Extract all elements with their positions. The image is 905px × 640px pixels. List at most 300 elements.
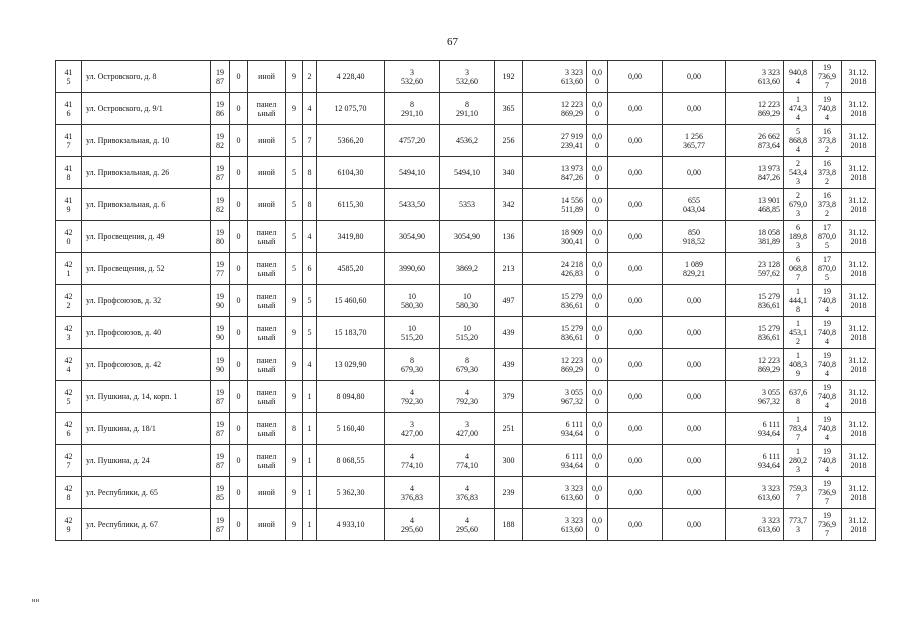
page-number: 67 bbox=[447, 36, 458, 48]
cell-total: 3 323 613,60 bbox=[726, 61, 784, 93]
cell-address: ул. Пушкина, д. 24 bbox=[82, 445, 211, 477]
cell-living-area: 3 532,60 bbox=[385, 61, 440, 93]
cell-deadline-date: 31.12. 2018 bbox=[842, 221, 876, 253]
cell-deadline-date: 31.12. 2018 bbox=[842, 445, 876, 477]
cell-value-r2: 0,00 bbox=[608, 157, 663, 189]
cell-unit-cost: 1 783,4 7 bbox=[784, 413, 813, 445]
cell-value-r3: 0,00 bbox=[663, 413, 726, 445]
cell-value-r2: 0,00 bbox=[608, 253, 663, 285]
cell-address: ул. Пушкина, д. 18/1 bbox=[82, 413, 211, 445]
cell-value-r1: 0,0 0 bbox=[587, 93, 608, 125]
cell-floors: 8 bbox=[286, 413, 303, 445]
cell-total: 15 279 836,61 bbox=[726, 285, 784, 317]
cell-total-area: 8 068,55 bbox=[317, 445, 385, 477]
cell-zero-cell: 0 bbox=[230, 61, 248, 93]
table-row bbox=[56, 157, 876, 189]
cell-living-area: 10 580,30 bbox=[385, 285, 440, 317]
cell-value-r3: 850 918,52 bbox=[663, 221, 726, 253]
cell-value-r3: 0,00 bbox=[663, 317, 726, 349]
cell-deadline-date: 31.12. 2018 bbox=[842, 317, 876, 349]
cell-zero-cell: 0 bbox=[230, 445, 248, 477]
cell-unit-cost: 5 868,8 4 bbox=[784, 125, 813, 157]
cell-residential-area: 3869,2 bbox=[440, 253, 495, 285]
footer-mark: нн bbox=[32, 598, 40, 604]
cell-total: 3 055 967,32 bbox=[726, 381, 784, 413]
cell-address: ул. Привокзальная, д. 6 bbox=[82, 189, 211, 221]
table-row bbox=[56, 317, 876, 349]
cell-sum: 13 973 847,26 bbox=[523, 157, 587, 189]
cell-entrances: 1 bbox=[303, 445, 317, 477]
cell-deadline-date: 31.12. 2018 bbox=[842, 413, 876, 445]
cell-total-area: 4585,20 bbox=[317, 253, 385, 285]
cell-total: 13 973 847,26 bbox=[726, 157, 784, 189]
cell-wall-type: иной bbox=[248, 477, 286, 509]
cell-value-r3: 0,00 bbox=[663, 509, 726, 541]
cell-sum: 12 223 869,29 bbox=[523, 349, 587, 381]
cell-row-number: 42 7 bbox=[56, 445, 82, 477]
table-row bbox=[56, 477, 876, 509]
cell-total-area: 15 460,60 bbox=[317, 285, 385, 317]
cell-residential-area: 10 580,30 bbox=[440, 285, 495, 317]
cell-value-r3: 0,00 bbox=[663, 477, 726, 509]
cell-floors: 5 bbox=[286, 189, 303, 221]
cell-deadline-date: 31.12. 2018 bbox=[842, 61, 876, 93]
cell-entrances: 4 bbox=[303, 349, 317, 381]
cell-living-area: 4 792,30 bbox=[385, 381, 440, 413]
cell-row-number: 42 1 bbox=[56, 253, 82, 285]
cell-zero-cell: 0 bbox=[230, 317, 248, 349]
cell-unit-limit: 19 740,8 4 bbox=[813, 445, 842, 477]
cell-sum: 14 556 511,89 bbox=[523, 189, 587, 221]
cell-unit-cost: 773,7 3 bbox=[784, 509, 813, 541]
cell-residential-area: 4 792,30 bbox=[440, 381, 495, 413]
cell-deadline-date: 31.12. 2018 bbox=[842, 189, 876, 221]
cell-floors: 9 bbox=[286, 445, 303, 477]
cell-value-r3: 1 256 365,77 bbox=[663, 125, 726, 157]
table-row bbox=[56, 413, 876, 445]
cell-zero-cell: 0 bbox=[230, 189, 248, 221]
table-row bbox=[56, 253, 876, 285]
cell-unit-cost: 2 679,0 3 bbox=[784, 189, 813, 221]
cell-value-r1: 0,0 0 bbox=[587, 477, 608, 509]
cell-value-r2: 0,00 bbox=[608, 317, 663, 349]
cell-address: ул. Профсоюзов, д. 42 bbox=[82, 349, 211, 381]
table-row bbox=[56, 381, 876, 413]
cell-residents: 256 bbox=[495, 125, 523, 157]
cell-unit-cost: 1 474,3 4 bbox=[784, 93, 813, 125]
cell-address: ул. Профсоюзов, д. 40 bbox=[82, 317, 211, 349]
cell-value-r1: 0,0 0 bbox=[587, 317, 608, 349]
cell-residential-area: 5353 bbox=[440, 189, 495, 221]
cell-floors: 5 bbox=[286, 125, 303, 157]
cell-living-area: 5433,50 bbox=[385, 189, 440, 221]
cell-total-area: 4 933,10 bbox=[317, 509, 385, 541]
cell-row-number: 41 6 bbox=[56, 93, 82, 125]
cell-value-r1: 0,0 0 bbox=[587, 157, 608, 189]
table-row bbox=[56, 285, 876, 317]
cell-address: ул. Привокзальная, д. 26 bbox=[82, 157, 211, 189]
cell-living-area: 5494,10 bbox=[385, 157, 440, 189]
cell-build-year: 19 90 bbox=[211, 317, 230, 349]
cell-entrances: 7 bbox=[303, 125, 317, 157]
cell-value-r2: 0,00 bbox=[608, 349, 663, 381]
cell-unit-limit: 19 736,9 7 bbox=[813, 477, 842, 509]
cell-total-area: 5366,20 bbox=[317, 125, 385, 157]
cell-deadline-date: 31.12. 2018 bbox=[842, 125, 876, 157]
cell-wall-type: панел ьный bbox=[248, 253, 286, 285]
cell-deadline-date: 31.12. 2018 bbox=[842, 477, 876, 509]
cell-row-number: 42 3 bbox=[56, 317, 82, 349]
cell-floors: 9 bbox=[286, 285, 303, 317]
cell-build-year: 19 82 bbox=[211, 125, 230, 157]
cell-residential-area: 4536,2 bbox=[440, 125, 495, 157]
cell-row-number: 41 9 bbox=[56, 189, 82, 221]
cell-zero-cell: 0 bbox=[230, 413, 248, 445]
cell-entrances: 6 bbox=[303, 253, 317, 285]
cell-deadline-date: 31.12. 2018 bbox=[842, 253, 876, 285]
cell-value-r2: 0,00 bbox=[608, 93, 663, 125]
cell-entrances: 2 bbox=[303, 61, 317, 93]
cell-wall-type: панел ьный bbox=[248, 93, 286, 125]
cell-unit-limit: 16 373,8 2 bbox=[813, 125, 842, 157]
cell-value-r3: 0,00 bbox=[663, 285, 726, 317]
cell-unit-limit: 19 736,9 7 bbox=[813, 61, 842, 93]
cell-wall-type: иной bbox=[248, 189, 286, 221]
cell-unit-cost: 2 543,4 3 bbox=[784, 157, 813, 189]
cell-value-r1: 0,0 0 bbox=[587, 253, 608, 285]
cell-residential-area: 5494,10 bbox=[440, 157, 495, 189]
cell-unit-limit: 19 740,8 4 bbox=[813, 381, 842, 413]
cell-living-area: 3054,90 bbox=[385, 221, 440, 253]
cell-build-year: 19 86 bbox=[211, 93, 230, 125]
table-row bbox=[56, 189, 876, 221]
cell-total-area: 6115,30 bbox=[317, 189, 385, 221]
cell-value-r1: 0,0 0 bbox=[587, 221, 608, 253]
cell-build-year: 19 77 bbox=[211, 253, 230, 285]
cell-unit-cost: 6 068,8 7 bbox=[784, 253, 813, 285]
cell-deadline-date: 31.12. 2018 bbox=[842, 349, 876, 381]
cell-living-area: 3990,60 bbox=[385, 253, 440, 285]
cell-value-r2: 0,00 bbox=[608, 189, 663, 221]
cell-total-area: 5 362,30 bbox=[317, 477, 385, 509]
cell-value-r3: 0,00 bbox=[663, 381, 726, 413]
cell-value-r3: 0,00 bbox=[663, 93, 726, 125]
cell-residential-area: 4 376,83 bbox=[440, 477, 495, 509]
cell-sum: 3 323 613,60 bbox=[523, 61, 587, 93]
cell-living-area: 4 295,60 bbox=[385, 509, 440, 541]
cell-total: 3 323 613,60 bbox=[726, 477, 784, 509]
cell-zero-cell: 0 bbox=[230, 253, 248, 285]
cell-address: ул. Республики, д. 67 bbox=[82, 509, 211, 541]
cell-value-r3: 0,00 bbox=[663, 157, 726, 189]
cell-residential-area: 3 532,60 bbox=[440, 61, 495, 93]
cell-total: 6 111 934,64 bbox=[726, 445, 784, 477]
cell-build-year: 19 87 bbox=[211, 413, 230, 445]
cell-deadline-date: 31.12. 2018 bbox=[842, 93, 876, 125]
cell-sum: 18 909 300,41 bbox=[523, 221, 587, 253]
cell-sum: 6 111 934,64 bbox=[523, 445, 587, 477]
cell-living-area: 10 515,20 bbox=[385, 317, 440, 349]
cell-unit-limit: 19 740,8 4 bbox=[813, 285, 842, 317]
cell-zero-cell: 0 bbox=[230, 285, 248, 317]
cell-living-area: 3 427,00 bbox=[385, 413, 440, 445]
cell-build-year: 19 87 bbox=[211, 381, 230, 413]
cell-value-r3: 655 043,04 bbox=[663, 189, 726, 221]
cell-floors: 9 bbox=[286, 477, 303, 509]
cell-sum: 15 279 836,61 bbox=[523, 317, 587, 349]
cell-value-r2: 0,00 bbox=[608, 445, 663, 477]
cell-value-r1: 0,0 0 bbox=[587, 61, 608, 93]
cell-living-area: 4 774,10 bbox=[385, 445, 440, 477]
cell-value-r3: 0,00 bbox=[663, 349, 726, 381]
cell-build-year: 19 82 bbox=[211, 189, 230, 221]
cell-unit-limit: 16 373,8 2 bbox=[813, 189, 842, 221]
cell-build-year: 19 85 bbox=[211, 477, 230, 509]
cell-row-number: 42 6 bbox=[56, 413, 82, 445]
cell-unit-limit: 19 740,8 4 bbox=[813, 93, 842, 125]
cell-residential-area: 3054,90 bbox=[440, 221, 495, 253]
cell-zero-cell: 0 bbox=[230, 349, 248, 381]
cell-value-r1: 0,0 0 bbox=[587, 413, 608, 445]
cell-entrances: 8 bbox=[303, 157, 317, 189]
cell-residents: 497 bbox=[495, 285, 523, 317]
cell-total: 15 279 836,61 bbox=[726, 317, 784, 349]
cell-value-r1: 0,0 0 bbox=[587, 381, 608, 413]
cell-build-year: 19 87 bbox=[211, 61, 230, 93]
cell-unit-limit: 16 373,8 2 bbox=[813, 157, 842, 189]
cell-residents: 379 bbox=[495, 381, 523, 413]
cell-row-number: 41 5 bbox=[56, 61, 82, 93]
table-row bbox=[56, 221, 876, 253]
cell-total-area: 15 183,70 bbox=[317, 317, 385, 349]
cell-residents: 439 bbox=[495, 349, 523, 381]
cell-sum: 3 323 613,60 bbox=[523, 477, 587, 509]
cell-value-r2: 0,00 bbox=[608, 221, 663, 253]
cell-total: 26 662 873,64 bbox=[726, 125, 784, 157]
cell-row-number: 42 4 bbox=[56, 349, 82, 381]
cell-zero-cell: 0 bbox=[230, 509, 248, 541]
cell-value-r1: 0,0 0 bbox=[587, 189, 608, 221]
cell-living-area: 8 291,10 bbox=[385, 93, 440, 125]
cell-wall-type: иной bbox=[248, 125, 286, 157]
cell-build-year: 19 87 bbox=[211, 509, 230, 541]
cell-value-r2: 0,00 bbox=[608, 285, 663, 317]
cell-unit-cost: 1 280,2 3 bbox=[784, 445, 813, 477]
cell-total: 3 323 613,60 bbox=[726, 509, 784, 541]
cell-total-area: 4 228,40 bbox=[317, 61, 385, 93]
cell-wall-type: иной bbox=[248, 61, 286, 93]
cell-sum: 3 055 967,32 bbox=[523, 381, 587, 413]
cell-value-r1: 0,0 0 bbox=[587, 125, 608, 157]
cell-sum: 24 218 426,83 bbox=[523, 253, 587, 285]
cell-unit-limit: 19 736,9 7 bbox=[813, 509, 842, 541]
cell-value-r3: 0,00 bbox=[663, 445, 726, 477]
cell-value-r3: 1 089 829,21 bbox=[663, 253, 726, 285]
cell-residents: 239 bbox=[495, 477, 523, 509]
cell-deadline-date: 31.12. 2018 bbox=[842, 157, 876, 189]
cell-wall-type: панел ьный bbox=[248, 221, 286, 253]
cell-entrances: 1 bbox=[303, 413, 317, 445]
cell-total-area: 5 160,40 bbox=[317, 413, 385, 445]
cell-total: 13 901 468,85 bbox=[726, 189, 784, 221]
cell-value-r3: 0,00 bbox=[663, 61, 726, 93]
table-row bbox=[56, 61, 876, 93]
cell-entrances: 1 bbox=[303, 477, 317, 509]
cell-residents: 439 bbox=[495, 317, 523, 349]
cell-row-number: 42 8 bbox=[56, 477, 82, 509]
cell-total: 12 223 869,29 bbox=[726, 349, 784, 381]
housing-table bbox=[55, 60, 876, 541]
cell-address: ул. Островского, д. 9/1 bbox=[82, 93, 211, 125]
cell-row-number: 42 9 bbox=[56, 509, 82, 541]
table-row bbox=[56, 349, 876, 381]
cell-value-r1: 0,0 0 bbox=[587, 445, 608, 477]
cell-zero-cell: 0 bbox=[230, 477, 248, 509]
cell-unit-cost: 940,8 4 bbox=[784, 61, 813, 93]
cell-deadline-date: 31.12. 2018 bbox=[842, 509, 876, 541]
cell-residents: 188 bbox=[495, 509, 523, 541]
cell-residents: 342 bbox=[495, 189, 523, 221]
cell-value-r2: 0,00 bbox=[608, 477, 663, 509]
cell-total: 23 128 597,62 bbox=[726, 253, 784, 285]
cell-entrances: 4 bbox=[303, 93, 317, 125]
cell-wall-type: панел ьный bbox=[248, 381, 286, 413]
cell-unit-cost: 759,3 7 bbox=[784, 477, 813, 509]
cell-unit-limit: 19 740,8 4 bbox=[813, 317, 842, 349]
cell-residents: 365 bbox=[495, 93, 523, 125]
cell-entrances: 5 bbox=[303, 317, 317, 349]
cell-residents: 213 bbox=[495, 253, 523, 285]
cell-value-r2: 0,00 bbox=[608, 125, 663, 157]
cell-zero-cell: 0 bbox=[230, 221, 248, 253]
cell-deadline-date: 31.12. 2018 bbox=[842, 285, 876, 317]
cell-address: ул. Островского, д. 8 bbox=[82, 61, 211, 93]
cell-living-area: 4 376,83 bbox=[385, 477, 440, 509]
cell-unit-cost: 1 453,1 2 bbox=[784, 317, 813, 349]
cell-wall-type: иной bbox=[248, 509, 286, 541]
cell-floors: 5 bbox=[286, 253, 303, 285]
cell-total: 18 058 381,89 bbox=[726, 221, 784, 253]
cell-wall-type: иной bbox=[248, 157, 286, 189]
cell-row-number: 42 0 bbox=[56, 221, 82, 253]
cell-address: ул. Привокзальная, д. 10 bbox=[82, 125, 211, 157]
cell-residential-area: 4 295,60 bbox=[440, 509, 495, 541]
cell-build-year: 19 87 bbox=[211, 157, 230, 189]
cell-total-area: 13 029,90 bbox=[317, 349, 385, 381]
cell-residential-area: 8 291,10 bbox=[440, 93, 495, 125]
cell-sum: 15 279 836,61 bbox=[523, 285, 587, 317]
cell-sum: 6 111 934,64 bbox=[523, 413, 587, 445]
table-body bbox=[56, 61, 876, 541]
cell-row-number: 41 8 bbox=[56, 157, 82, 189]
cell-total-area: 6104,30 bbox=[317, 157, 385, 189]
cell-value-r1: 0,0 0 bbox=[587, 349, 608, 381]
cell-value-r2: 0,00 bbox=[608, 413, 663, 445]
cell-residential-area: 4 774,10 bbox=[440, 445, 495, 477]
table-row bbox=[56, 509, 876, 541]
cell-sum: 3 323 613,60 bbox=[523, 509, 587, 541]
cell-floors: 9 bbox=[286, 509, 303, 541]
cell-sum: 27 919 239,41 bbox=[523, 125, 587, 157]
cell-total-area: 8 094,80 bbox=[317, 381, 385, 413]
cell-unit-cost: 637,6 8 bbox=[784, 381, 813, 413]
cell-residential-area: 3 427,00 bbox=[440, 413, 495, 445]
cell-floors: 5 bbox=[286, 157, 303, 189]
cell-entrances: 1 bbox=[303, 509, 317, 541]
cell-entrances: 5 bbox=[303, 285, 317, 317]
cell-unit-limit: 19 740,8 4 bbox=[813, 413, 842, 445]
cell-unit-cost: 1 444,1 8 bbox=[784, 285, 813, 317]
cell-address: ул. Республики, д. 65 bbox=[82, 477, 211, 509]
cell-address: ул. Просвещения, д. 52 bbox=[82, 253, 211, 285]
cell-total-area: 3419,80 bbox=[317, 221, 385, 253]
cell-residential-area: 10 515,20 bbox=[440, 317, 495, 349]
cell-wall-type: панел ьный bbox=[248, 445, 286, 477]
cell-sum: 12 223 869,29 bbox=[523, 93, 587, 125]
cell-unit-limit: 17 870,0 5 bbox=[813, 221, 842, 253]
cell-floors: 9 bbox=[286, 381, 303, 413]
cell-total: 12 223 869,29 bbox=[726, 93, 784, 125]
cell-value-r2: 0,00 bbox=[608, 381, 663, 413]
cell-build-year: 19 90 bbox=[211, 285, 230, 317]
cell-floors: 9 bbox=[286, 93, 303, 125]
cell-build-year: 19 87 bbox=[211, 445, 230, 477]
cell-row-number: 41 7 bbox=[56, 125, 82, 157]
cell-deadline-date: 31.12. 2018 bbox=[842, 381, 876, 413]
table-row bbox=[56, 445, 876, 477]
cell-total-area: 12 075,70 bbox=[317, 93, 385, 125]
cell-entrances: 8 bbox=[303, 189, 317, 221]
cell-entrances: 1 bbox=[303, 381, 317, 413]
cell-value-r2: 0,00 bbox=[608, 61, 663, 93]
cell-floors: 9 bbox=[286, 349, 303, 381]
cell-floors: 9 bbox=[286, 61, 303, 93]
cell-unit-limit: 19 740,8 4 bbox=[813, 349, 842, 381]
cell-address: ул. Просвещения, д. 49 bbox=[82, 221, 211, 253]
table-row bbox=[56, 125, 876, 157]
cell-residents: 251 bbox=[495, 413, 523, 445]
cell-address: ул. Профсоюзов, д. 32 bbox=[82, 285, 211, 317]
cell-entrances: 4 bbox=[303, 221, 317, 253]
cell-residential-area: 8 679,30 bbox=[440, 349, 495, 381]
cell-value-r1: 0,0 0 bbox=[587, 285, 608, 317]
cell-row-number: 42 5 bbox=[56, 381, 82, 413]
cell-unit-cost: 1 408,3 9 bbox=[784, 349, 813, 381]
cell-value-r2: 0,00 bbox=[608, 509, 663, 541]
cell-row-number: 42 2 bbox=[56, 285, 82, 317]
table-row bbox=[56, 93, 876, 125]
cell-address: ул. Пушкина, д. 14, корп. 1 bbox=[82, 381, 211, 413]
cell-floors: 9 bbox=[286, 317, 303, 349]
cell-zero-cell: 0 bbox=[230, 125, 248, 157]
cell-living-area: 8 679,30 bbox=[385, 349, 440, 381]
cell-unit-limit: 17 870,0 5 bbox=[813, 253, 842, 285]
cell-wall-type: панел ьный bbox=[248, 413, 286, 445]
cell-zero-cell: 0 bbox=[230, 157, 248, 189]
cell-living-area: 4757,20 bbox=[385, 125, 440, 157]
cell-value-r1: 0,0 0 bbox=[587, 509, 608, 541]
cell-residents: 340 bbox=[495, 157, 523, 189]
cell-unit-cost: 6 189,8 3 bbox=[784, 221, 813, 253]
cell-wall-type: панел ьный bbox=[248, 349, 286, 381]
cell-build-year: 19 90 bbox=[211, 349, 230, 381]
cell-zero-cell: 0 bbox=[230, 93, 248, 125]
cell-residents: 136 bbox=[495, 221, 523, 253]
cell-residents: 300 bbox=[495, 445, 523, 477]
cell-total: 6 111 934,64 bbox=[726, 413, 784, 445]
cell-build-year: 19 80 bbox=[211, 221, 230, 253]
cell-wall-type: панел ьный bbox=[248, 317, 286, 349]
